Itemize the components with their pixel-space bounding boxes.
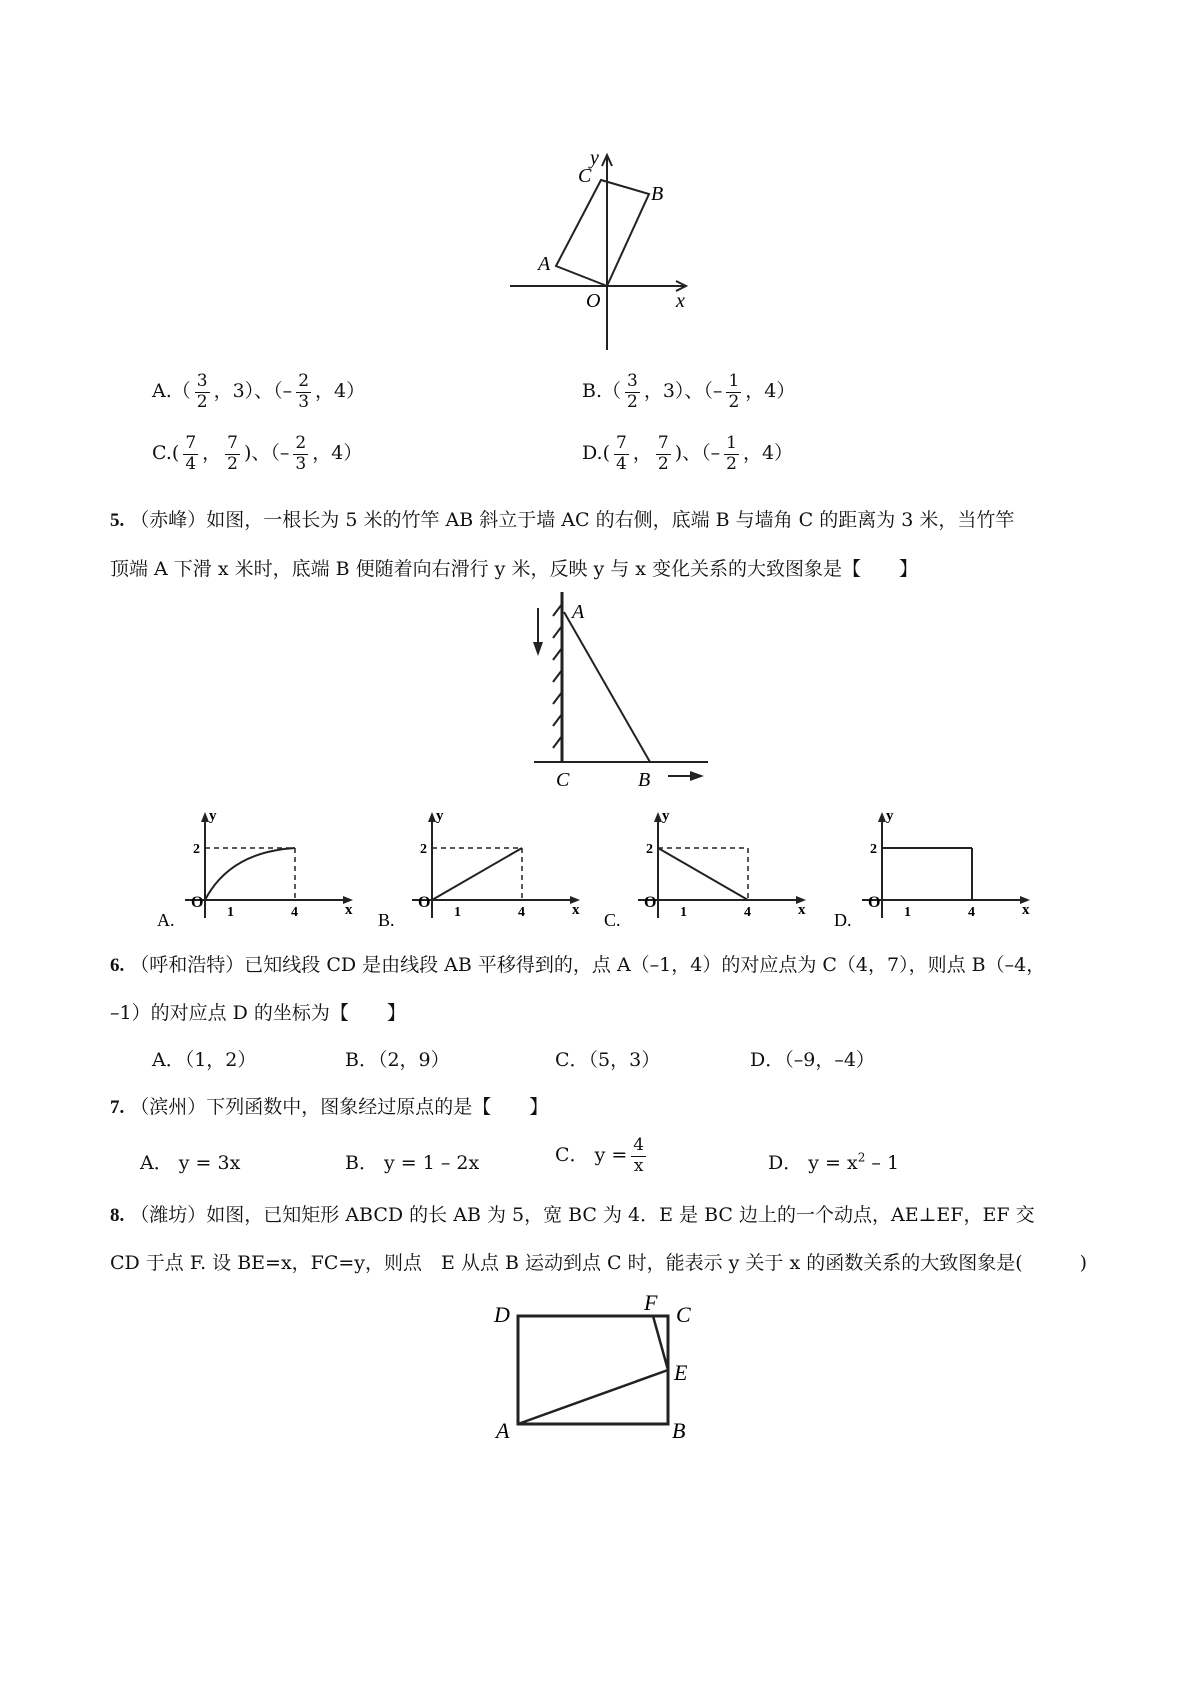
q7-line [110,1092,548,1119]
option-text: ，4） [312,442,363,465]
fraction: $\frac{7}{4}$ [616,433,627,474]
label-y: y [590,150,599,169]
label-d: D [494,1302,510,1327]
option-label: A. [157,910,175,930]
label-c: C [676,1302,691,1327]
question-number: 5. [110,510,125,531]
label-o: O [644,894,657,911]
fraction: $\frac{4}{x}$ [633,1135,645,1176]
fraction: $\frac{7}{4}$ [185,433,197,474]
option-text: ，4） [315,380,366,403]
label-c: C [556,769,570,790]
label-y: y [662,808,670,824]
tick-1: 1 [454,905,461,920]
option-text: ，4） [745,380,796,403]
label-y: y [209,808,217,824]
q6-option-d: D．（–9，–4） [750,1049,875,1071]
tick-4: 4 [968,905,975,920]
curve [205,848,295,900]
fraction: $\frac{2}{3}$ [298,371,310,412]
option-text: )、（– [243,442,290,465]
y-arrow [654,812,662,822]
question-number: 8. [110,1205,125,1226]
fraction: $\frac{7}{2}$ [227,433,238,474]
label-y: y [886,808,894,824]
fraction: $\frac{7}{2}$ [657,433,669,474]
tick-4: 4 [744,905,751,920]
question-text: （潍坊）如图，已知矩形 ABCD 的长 AB 为 5，宽 BC 为 4．E 是 BC 边上的一个动点，AE⊥EF，EF 交 [130,1204,1035,1226]
question-number: 7. [110,1097,125,1118]
q5-graph-a [145,808,360,938]
fraction: $\frac{2}{3}$ [295,433,307,474]
right-arrow-head [690,771,704,781]
tick-4: 4 [518,905,525,920]
q8-line-2 [110,1248,1087,1275]
question-number: 6. [110,955,125,976]
rectangle-oacb [556,180,649,286]
label-a: A [572,601,585,623]
q6-line-1 [110,950,1045,977]
label-f: F [644,1290,658,1315]
label-o: O [418,894,431,911]
question-text: （赤峰）如图，一根长为 5 米的竹竿 AB 斜立于墙 AC 的右侧，底端 B 与墙角 C 的距离为 3 米，当竹竿 [130,509,1015,531]
label-a: A [496,1418,510,1440]
tick-2: 2 [646,842,653,857]
fraction: $\frac{1}{2}$ [728,371,740,412]
q7-option-d [768,1148,899,1175]
q8-figure [488,1290,718,1440]
option-text: ， [202,442,222,465]
question-text: （呼和浩特）已知线段 CD 是由线段 AB 平移得到的，点 A（–1，4）的对应点为 C（4，7），则点 B（–4， [130,954,1046,976]
q6-option-c: C．（5，3） [555,1049,661,1071]
label-o: O [586,290,601,312]
option-text: C． y = [555,1144,628,1167]
q5-graph-b [372,808,587,938]
exponent: 2 [857,1150,866,1165]
label-b: B [651,183,664,205]
label-o: O [191,894,204,911]
fraction: $\frac{3}{2}$ [196,371,208,412]
q6-option-b: B．（2，9） [345,1049,450,1071]
tick-2: 2 [870,842,877,857]
option-text: )、（– [674,442,721,465]
option-text: ，3）、（– [213,380,293,403]
segment-ef [653,1316,668,1370]
down-arrow-head [533,642,543,656]
q4-option-d [582,434,793,474]
tick-1: 1 [227,905,234,920]
question-text: –1）的对应点 D 的坐标为【 】 [110,1002,406,1024]
option-label: B. [378,910,395,930]
q8-line-1 [110,1200,1035,1227]
label-x: x [345,902,353,918]
q5-figure [522,590,722,790]
q6-line-2 [110,998,406,1025]
label-x: x [798,902,806,918]
label-x: x [1022,902,1030,918]
option-text: ， [632,442,652,465]
label-o: O [868,894,881,911]
label-e: E [674,1360,688,1385]
option-text: – 1 [865,1152,900,1174]
tick-2: 2 [193,842,200,857]
label-b: B [672,1418,686,1440]
fraction: $\frac{3}{2}$ [627,371,638,412]
tick-1: 1 [904,905,911,920]
pole-ab [564,612,650,762]
q4-option-a [152,372,365,412]
option-label: D. [834,910,852,930]
option-label: C.( [152,442,180,465]
label-c: C [578,165,592,187]
option-label: D.( [582,442,611,465]
tick-2: 2 [420,842,427,857]
option-label: C. [604,910,621,930]
q4-option-c [152,434,362,474]
segment [658,848,748,900]
rectangle-abcd [518,1316,668,1424]
option-text: ，3）、（– [643,380,723,403]
y-arrow [878,812,886,822]
q7-option-b: B． y = 1 – 2x [345,1152,480,1174]
label-b: B [638,769,651,790]
label-a: A [538,253,551,275]
segment [432,848,522,900]
question-text: CD 于点 F. 设 BE=x，FC=y，则点 E 从点 B 运动到点 C 时，能表示 y 关于 x 的函数关系的大致图象是( ) [110,1252,1088,1274]
question-text: 顶端 A 下滑 x 米时，底端 B 便随着向右滑行 y 米，反映 y 与 x 变化关系的大致图象是【 】 [110,558,919,580]
q5-graph-c [598,808,813,938]
option-text: D． y = x [768,1152,858,1174]
q6-option-a: A．（1，2） [152,1049,257,1071]
q7-option-c [555,1136,650,1176]
q4-figure [500,150,710,350]
label-y: y [436,808,444,824]
q4-option-b [582,372,795,412]
label-x: x [676,290,685,312]
y-arrow [428,812,436,822]
y-arrow [201,812,209,822]
q5-line-1 [110,505,1014,532]
option-label: A.（ [152,380,191,403]
tick-1: 1 [680,905,687,920]
option-text: ，4） [742,442,794,465]
fraction: $\frac{1}{2}$ [726,433,737,474]
q5-line-2 [110,554,918,581]
option-label: B.（ [582,380,622,403]
label-x: x [572,902,580,918]
q7-option-a: A． y = 3x [140,1152,241,1174]
question-text: （滨州）下列函数中，图象经过原点的是【 】 [130,1096,549,1118]
tick-4: 4 [291,905,298,920]
q5-graph-d [822,808,1037,938]
segment-ae [518,1370,668,1424]
